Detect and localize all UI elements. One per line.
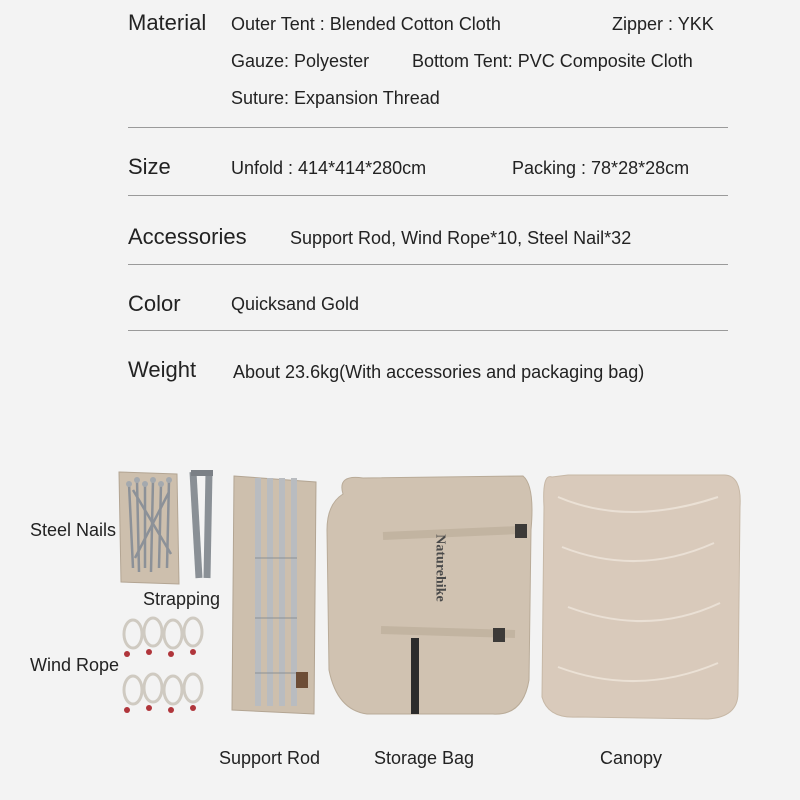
color-label: Color xyxy=(128,291,181,316)
divider xyxy=(128,264,728,265)
canopy-caption: Canopy xyxy=(600,748,663,768)
strapping-image xyxy=(185,468,225,588)
accessories-value: Support Rod, Wind Rope*10, Steel Nail*32 xyxy=(290,228,632,248)
divider xyxy=(128,330,728,331)
unfold-value: Unfold : 414*414*280cm xyxy=(231,158,427,178)
divider xyxy=(128,127,728,128)
strapping-caption: Strapping xyxy=(143,589,221,609)
support-rod-caption: Support Rod xyxy=(219,748,321,768)
bottom-tent-value: Bottom Tent: PVC Composite Cloth xyxy=(412,51,693,71)
size-label: Size xyxy=(128,154,171,179)
naturehike-logo: Naturehike xyxy=(432,534,448,602)
weight-value: About 23.6kg(With accessories and packaging bag) xyxy=(233,362,645,382)
outer-tent-value: Outer Tent : Blended Cotton Cloth xyxy=(231,14,501,34)
accessories-label: Accessories xyxy=(128,224,247,249)
color-value: Quicksand Gold xyxy=(231,294,360,314)
storage-bag-caption: Storage Bag xyxy=(374,748,475,768)
canopy-image xyxy=(538,467,742,723)
wind-rope-caption: Wind Rope xyxy=(30,655,120,675)
gauze-value: Gauze: Polyester xyxy=(231,51,370,71)
divider xyxy=(128,195,728,196)
steel-nails-caption: Steel Nails xyxy=(30,520,117,540)
suture-value: Suture: Expansion Thread xyxy=(231,88,440,108)
support-rod-image xyxy=(228,468,320,718)
wind-rope-image xyxy=(115,612,215,722)
material-label: Material xyxy=(128,10,207,35)
zipper-value: Zipper : YKK xyxy=(612,14,714,34)
storage-bag-image xyxy=(323,470,535,720)
weight-label: Weight xyxy=(128,357,197,382)
steel-nails-image xyxy=(115,468,185,588)
packing-value: Packing : 78*28*28cm xyxy=(512,158,690,178)
